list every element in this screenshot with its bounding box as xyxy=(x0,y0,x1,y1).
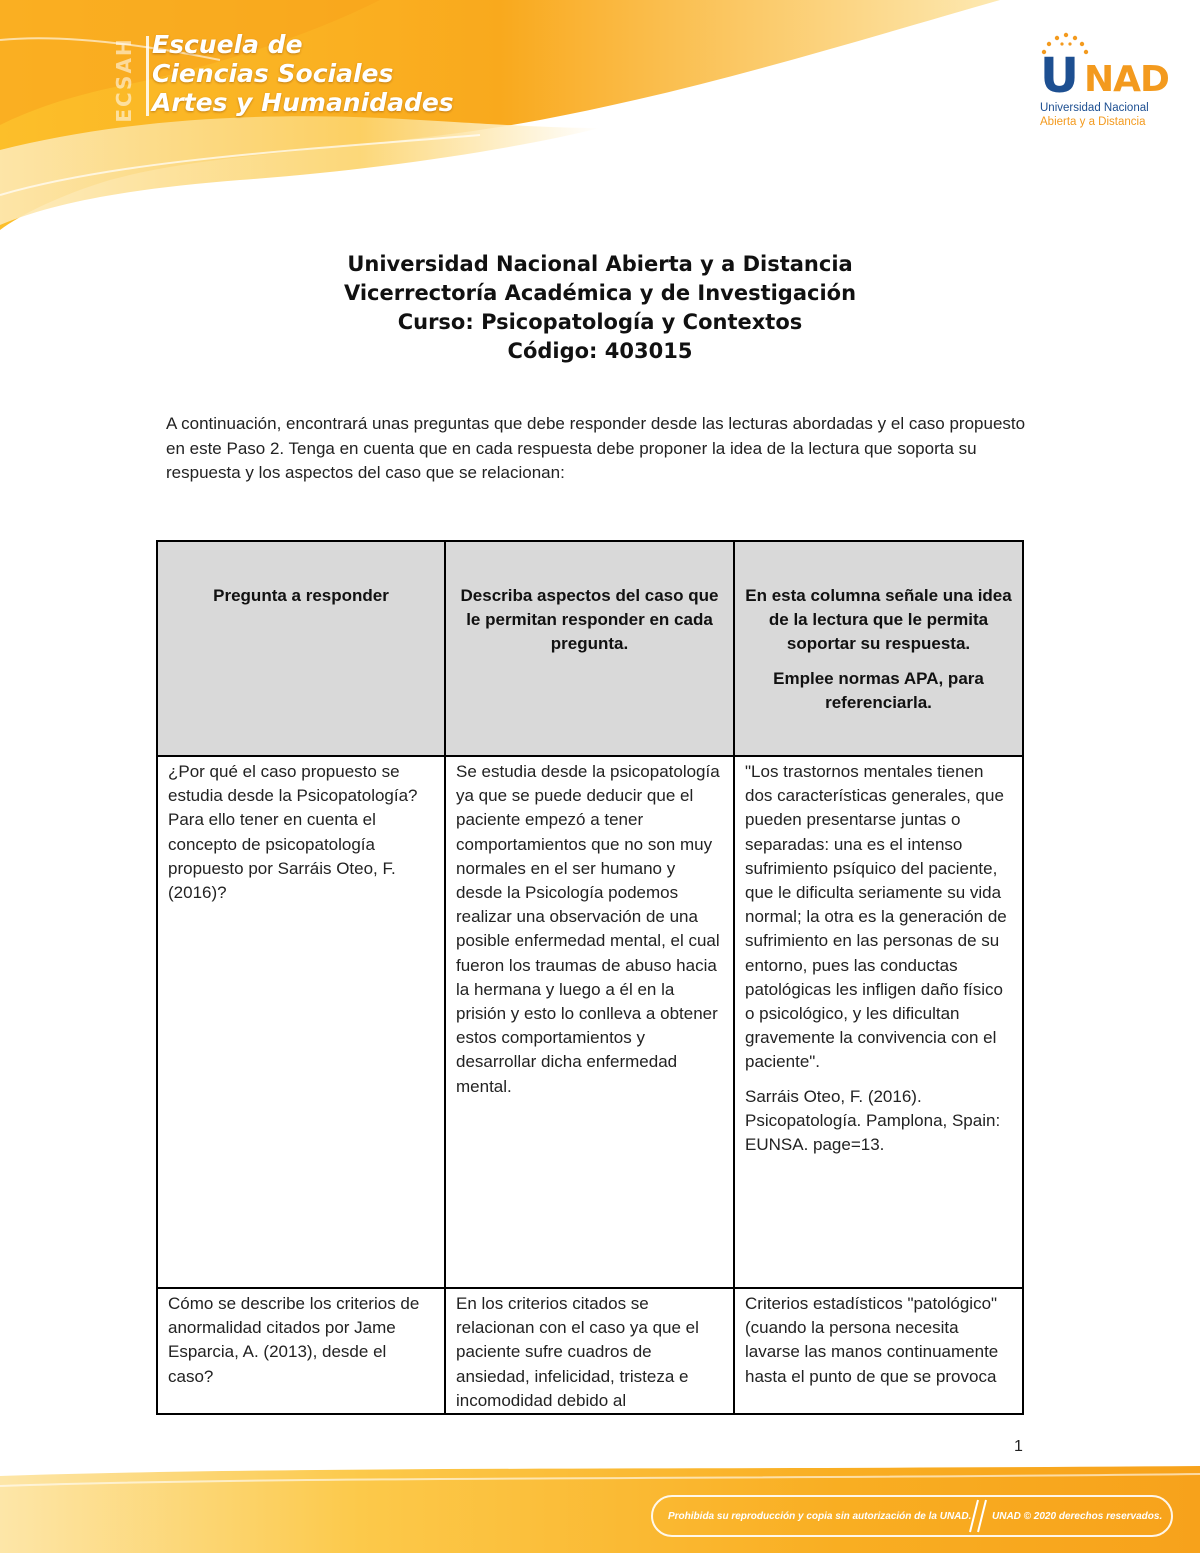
header-apa-note: Emplee normas APA, para referenciarla. xyxy=(773,668,984,712)
title-course: Curso: Psicopatología y Contextos xyxy=(397,310,803,334)
footer-rights: UNAD © 2020 derechos reservados. xyxy=(992,1511,1163,1522)
title-university: Universidad Nacional Abierta y a Distancia xyxy=(347,252,853,276)
document-titles xyxy=(0,250,1200,366)
header-reading: En esta columna señale una idea de la lectura que le permita soportar su respuesta. Emplee normas APA, para referenciarla. xyxy=(734,541,1023,756)
header-question: Pregunta a responder xyxy=(157,541,445,756)
title-code: Código: 403015 xyxy=(507,339,693,363)
school-line-1: Escuela de xyxy=(152,30,303,59)
header-case: Describa aspectos del caso que le permitan responder en cada pregunta. xyxy=(445,541,734,756)
footer-copyright-notice: Prohibida su reproducción y copia sin autorización de la UNAD. xyxy=(668,1511,972,1522)
table-row xyxy=(157,1288,1023,1414)
table-row xyxy=(157,756,1023,1288)
table-header-row xyxy=(157,541,1023,756)
school-line-3: Artes y Humanidades xyxy=(152,88,454,117)
logo-u: U xyxy=(1040,48,1079,104)
intro-paragraph: A continuación, encontrará unas preguntas que debe responder desde las lecturas abordadas y el caso propuesto en este Paso 2. Tenga en cuenta que en cada respuesta debe proponer la idea de la lectura que soporta su respuesta y los aspectos del caso que se relacionan: xyxy=(166,414,1026,482)
logo-line-2: Abierta y a Distancia xyxy=(1040,116,1146,128)
header-divider xyxy=(146,36,149,116)
school-line-2: Ciencias Sociales xyxy=(152,59,394,88)
questions-table xyxy=(156,540,1024,1415)
logo-nad: NAD xyxy=(1084,59,1169,100)
row2-reading: Criterios estadísticos "patológico" (cuando la persona necesita lavarse las manos continuamente hasta el punto de que se provoca xyxy=(734,1288,1023,1414)
logo-line-1: Universidad Nacional xyxy=(1040,102,1149,114)
row2-question: Cómo se describe los criterios de anormalidad citados por Jame Esparcia, A. (2013), desde el caso? xyxy=(157,1288,445,1414)
page-number: 1 xyxy=(1014,1438,1023,1455)
unad-logo xyxy=(1036,30,1169,134)
row1-reference: Sarráis Oteo, F. (2016). Psicopatología. Pamplona, Spain: EUNSA. page=13. xyxy=(745,1086,1001,1155)
ecsah-vertical-label: ECSAH xyxy=(112,37,136,123)
row1-question: ¿Por qué el caso propuesto se estudia desde la Psicopatología? Para ello tener en cuenta el concepto de psicopatología propuesto por Sarráis Oteo, F. (2016)? xyxy=(157,756,445,1288)
row2-case: En los criterios citados se relacionan con el caso ya que el paciente sufre cuadros de ansiedad, infelicidad, tristeza e incomodidad debido al xyxy=(445,1288,734,1414)
row1-reading: "Los trastornos mentales tienen dos características generales, que pueden presentarse juntas o separadas: una es el intenso sufrimiento psíquico del paciente, que le dificulta seriamente su vida normal; la otra es la generación de sufrimiento en las personas de su entorno, pues las conductas patológicas les infligen daño físico o psicológico, y les dificultan gravemente la convivencia con el paciente". Sarráis Oteo, F. (2016). Psicopatología. Pamplona, Spain: EUNSA. page=13. xyxy=(734,756,1023,1288)
row1-case: Se estudia desde la psicopatología ya que se puede deducir que el paciente empezó a tener comportamientos que no son muy normales en el ser humano y desde la Psicología podemos realizar una observación de una posible enfermedad mental, el cual fueron los traumas de abuso hacia la hermana y luego a él en la prisión y esto lo conlleva a obtener estos comportamientos y desarrollar dicha enfermedad mental. xyxy=(445,756,734,1288)
footer-banner xyxy=(0,1466,1200,1553)
title-vicerrectoria: Vicerrectoría Académica y de Investigación xyxy=(343,281,857,305)
school-name xyxy=(152,30,454,117)
